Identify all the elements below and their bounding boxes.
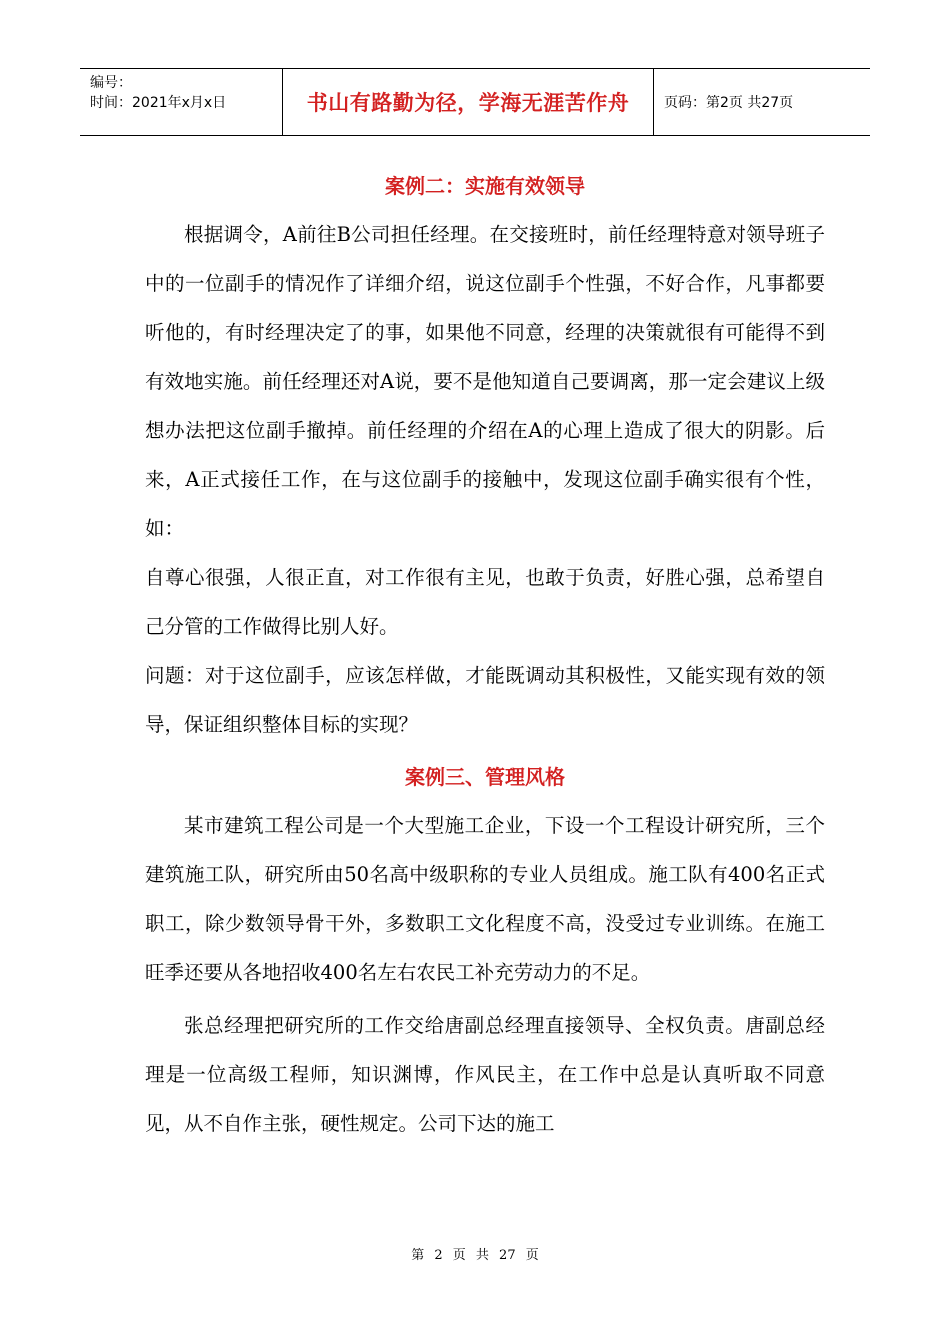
case2-question: 问题：对于这位副手，应该怎样做，才能既调动其积极性，又能实现有效的领导，保证组织整体目标的实现？ [145, 664, 825, 736]
case3-title: 案例三、管理风格 [405, 765, 565, 789]
header-motto [282, 69, 654, 135]
page-info-text: 页码：第2页 共27页 [664, 95, 794, 111]
case3-paragraph-1: 某市建筑工程公司是一个大型施工企业，下设一个工程设计研究所，三个建筑施工队，研究所由50名高中级职称的专业人员组成。施工队有400名正式职工，除少数领导骨干外，多数职工文化程度不高，没受过专业训练。在施工旺季还要从各地招收400名左右农民工补充劳动力的不足。 [145, 814, 825, 984]
header-page-info [654, 69, 870, 135]
code-label: 编号： [90, 75, 132, 91]
header-meta [80, 69, 282, 135]
motto-text: 书山有路勤为径，学海无涯苦作舟 [306, 91, 630, 115]
case2-paragraph-1: 根据调令，A前往B公司担任经理。在交接班时，前任经理特意对领导班子中的一位副手的情况作了详细介绍，说这位副手个性强，不好合作，凡事都要听他的，有时经理决定了的事，如果他不同意，经理的决策就很有可能得不到有效地实施。前任经理还对A说，要不是他知道自己要调离，那一定会建议上级想办法把这位副手撤掉。前任经理的介绍在A的心理上造成了很大的阴影。后来，A正式接任工作，在与这位副手的接触中，发现这位副手确实很有个性，如： [145, 223, 825, 540]
case2-paragraph-2: 自尊心很强，人很正直，对工作很有主见，也敢于负责，好胜心强，总希望自己分管的工作做得比别人好。 [145, 566, 825, 638]
case2-title: 案例二：实施有效领导 [385, 174, 585, 198]
case3-paragraph-2: 张总经理把研究所的工作交给唐副总经理直接领导、全权负责。唐副总经理是一位高级工程师，知识渊博，作风民主，在工作中总是认真听取不同意见，从不自作主张，硬性规定。公司下达的施工 [145, 1014, 825, 1135]
page-footer: 第 2 页 共 27 页 [411, 1248, 539, 1263]
time-label: 时间：2021年x月x日 [90, 95, 227, 111]
document-header [80, 68, 870, 136]
document-body [145, 162, 825, 1148]
